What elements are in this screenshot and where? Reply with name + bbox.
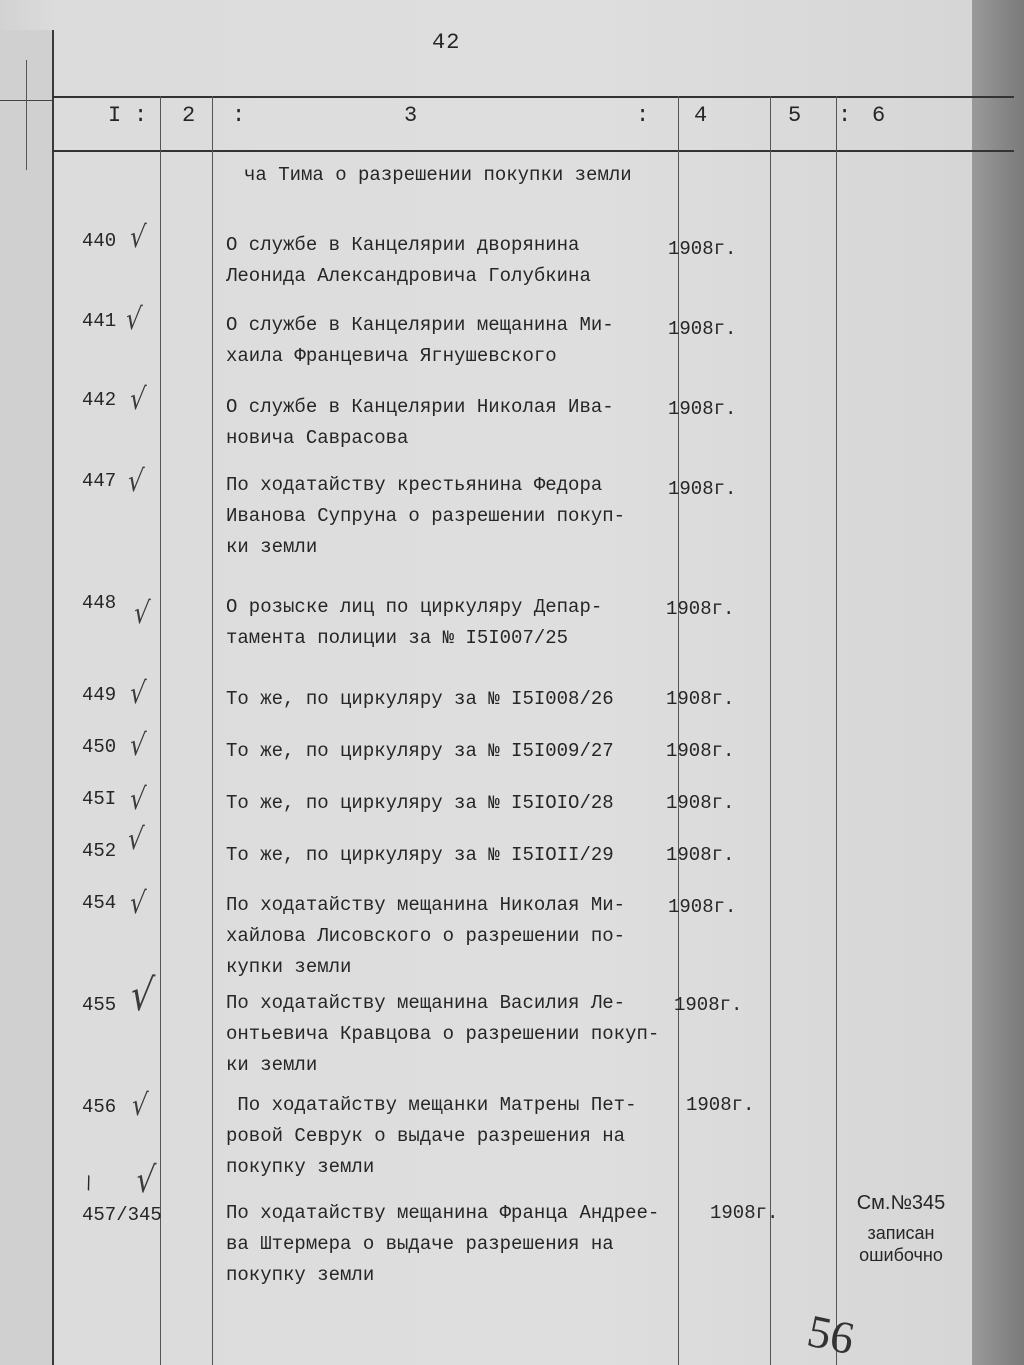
entry-number: 456 (82, 1096, 117, 1118)
entry-year: 1908г. (666, 598, 735, 620)
check-mark-icon: √ (123, 302, 144, 337)
entry-year: 1908г. (668, 478, 737, 500)
column-divider (836, 96, 837, 1365)
entry-number: 440 (82, 230, 117, 252)
header-sep: : (636, 103, 650, 128)
handwritten-folio-number: 56 (803, 1304, 859, 1365)
margin-mark: \ (77, 1173, 98, 1197)
entry-description: По ходатайству мещанина Василия Ле- онтьевича Кравцова о разрешении покуп- ки земли (226, 992, 660, 1076)
entry-number: 450 (82, 736, 117, 758)
entry-year: 1908г. (668, 318, 737, 340)
check-mark-icon: √ (127, 886, 148, 921)
header-col6: 6 (872, 103, 886, 128)
check-mark-icon: √ (127, 782, 148, 817)
header-sep: : (134, 103, 148, 128)
entry-number: 448 (82, 592, 117, 614)
entry-year: 1908г. (668, 896, 737, 918)
header-col4: 4 (694, 103, 708, 128)
check-mark-icon: √ (133, 1160, 157, 1201)
entry-description: О службе в Канцелярии Николая Ива- новича Саврасова (226, 396, 614, 449)
entry-number: 454 (82, 892, 117, 914)
entry-description: По ходатайству мещанина Николая Ми- хайлова Лисовского о разрешении по- купки земли (226, 894, 626, 978)
column-divider (678, 96, 679, 1365)
header-col2: 2 (182, 103, 196, 128)
check-mark-icon: √ (127, 728, 148, 763)
entry-number: 457/345 (82, 1204, 162, 1226)
entry-year: 1908г. (666, 740, 735, 762)
entry-number: 447 (82, 470, 117, 492)
entry-description: По ходатайству крестьянина Федора Иванова Супруна о разрешении покуп- ки земли (226, 474, 626, 558)
entry-description: По ходатайству мещанки Матрены Пет- ровой Севрук о выдаче разрешения на покупку земли (226, 1094, 637, 1178)
entry-year: 1908г. (668, 398, 737, 420)
column-divider (212, 96, 213, 1365)
check-mark-icon: √ (131, 596, 152, 631)
header-bottom-rule (52, 150, 1014, 152)
entry-description: То же, по циркуляру за № I5I008/26 (226, 688, 614, 710)
header-col3: 3 (404, 103, 418, 128)
underlying-sheet (0, 30, 54, 1365)
entry-description: То же, по циркуляру за № I5IOIO/28 (226, 792, 614, 814)
page-number: 42 (432, 30, 461, 55)
entry-year: 1908г. (666, 844, 735, 866)
note-reference: См.№345 (856, 1192, 946, 1214)
column-divider (160, 96, 161, 1365)
note-text: записан ошибочно (859, 1223, 943, 1265)
entry-description: О службе в Канцелярии мещанина Ми- хаила Францевича Ягнушевского (226, 314, 614, 367)
header-top-rule (52, 96, 1014, 98)
entry-description: О службе в Канцелярии дворянина Леонида Александровича Голубкина (226, 234, 591, 287)
entry-description: По ходатайству мещанина Франца Андрее- ва Штермера о выдаче разрешения на покупку земли (226, 1202, 660, 1286)
entry-number: 455 (82, 994, 117, 1016)
check-mark-icon: √ (127, 970, 157, 1021)
check-mark-icon: √ (125, 822, 146, 857)
check-mark-icon: √ (125, 464, 146, 499)
entry-number: 449 (82, 684, 117, 706)
header-col5: 5 (788, 103, 802, 128)
entry-year: 1908г. (674, 994, 743, 1016)
header-sep: : (838, 103, 852, 128)
entry-number: 442 (82, 389, 117, 411)
header-sep: : (232, 103, 246, 128)
entry-year: 1908г. (666, 792, 735, 814)
entry-number: 45I (82, 788, 117, 810)
entry-year: 1908г. (668, 238, 737, 260)
header-col1: I (108, 103, 122, 128)
margin-note (836, 1192, 966, 1266)
entry-description: То же, по циркуляру за № I5IOII/29 (226, 844, 614, 866)
entry-year: 1908г. (666, 688, 735, 710)
entry-year: 1908г. (686, 1094, 755, 1116)
entry-description: О розыске лиц по циркуляру Депар- тамента полиции за № I5I007/25 (226, 596, 603, 649)
check-mark-icon: √ (129, 1088, 150, 1123)
page-edge (972, 0, 1024, 1365)
check-mark-icon: √ (127, 220, 148, 255)
entry-year: 1908г. (710, 1202, 779, 1224)
entry-number: 441 (82, 310, 117, 332)
continuation-text: ча Тима о разрешении покупки земли (244, 164, 632, 186)
column-divider (770, 96, 771, 1365)
entry-description: То же, по циркуляру за № I5I009/27 (226, 740, 614, 762)
check-mark-icon: √ (127, 676, 148, 711)
entry-number: 452 (82, 840, 117, 862)
check-mark-icon: √ (127, 382, 148, 417)
